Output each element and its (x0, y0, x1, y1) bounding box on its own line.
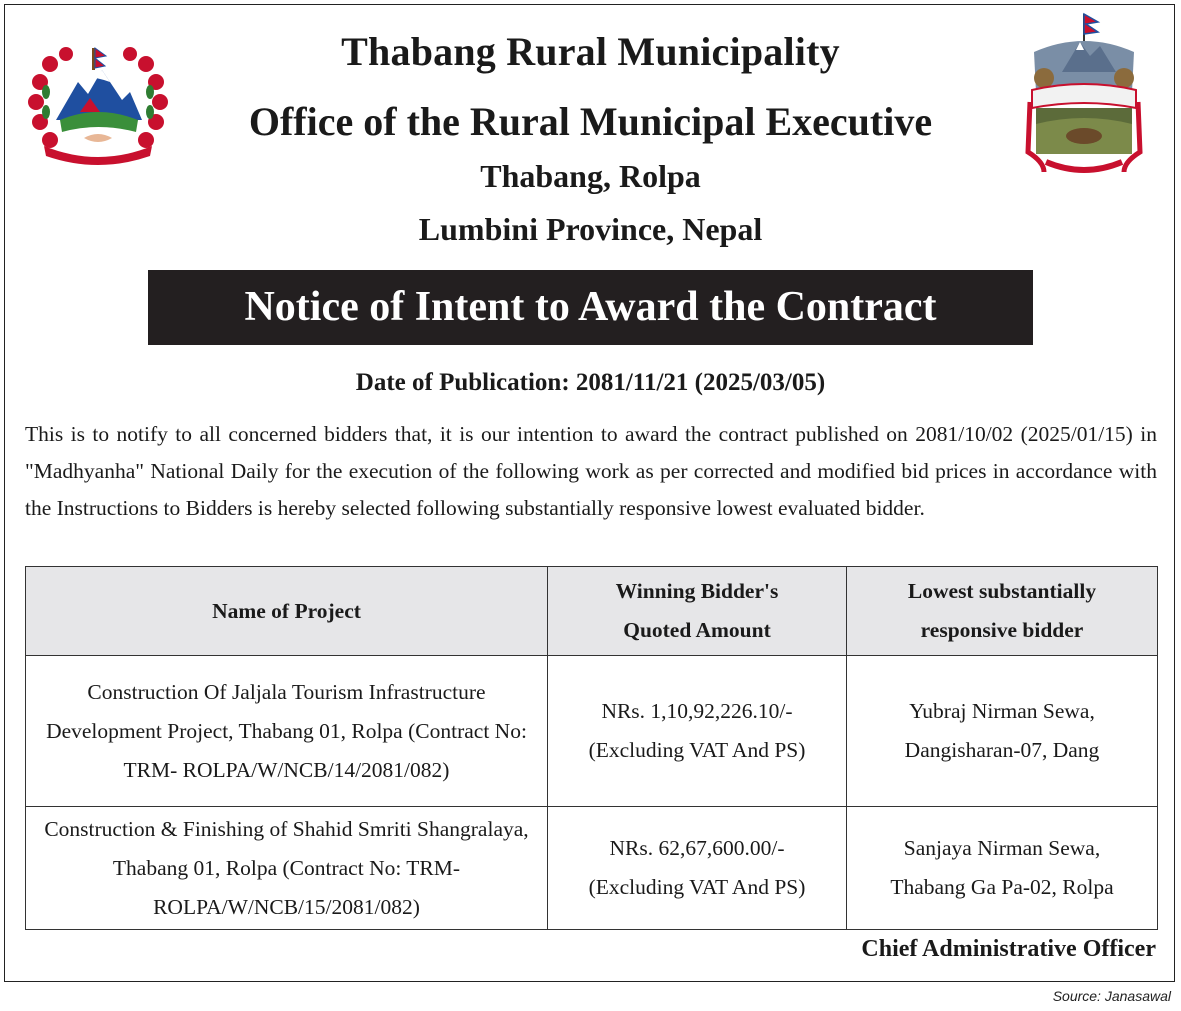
bidder-cell: Sanjaya Nirman Sewa, Thabang Ga Pa-02, Rolpa (847, 807, 1158, 930)
notice-title-banner: Notice of Intent to Award the Contract (148, 270, 1033, 345)
signatory-title: Chief Administrative Officer (861, 936, 1156, 962)
municipality-name: Thabang Rural Municipality (341, 29, 840, 74)
award-table (25, 566, 1158, 930)
notice-body: This is to notify to all concerned bidders that, it is our intention to award the contract published on 2081/10/02 (2025/01/15) in "Madhyanha" National Daily for the execution of the following work as per corrected and modified bid prices in accordance with the Instructions to Bidders is hereby selected following substantially responsive lowest evaluated bidder. (25, 422, 1157, 520)
header-bidder: Lowest substantially responsive bidder (847, 567, 1158, 656)
source-credit: Source: Janasawal (1052, 988, 1171, 1004)
location-line: Thabang, Rolpa (480, 158, 701, 194)
project-cell: Construction Of Jaljala Tourism Infrastructure Development Project, Thabang 01, Rolpa (Contract No: TRM- ROLPA/W/NCB/14/2081/082) (26, 656, 548, 807)
publication-date: Date of Publication: 2081/11/21 (2025/03/05) (355, 369, 826, 396)
amount-cell: NRs. 1,10,92,226.10/- (Excluding VAT And PS) (548, 656, 847, 807)
header-project: Name of Project (26, 567, 548, 656)
province-line: Lumbini Province, Nepal (418, 211, 763, 247)
amount-cell: NRs. 62,67,600.00/- (Excluding VAT And PS) (548, 807, 847, 930)
table-row (26, 656, 1158, 807)
project-cell: Construction & Finishing of Shahid Smriti Shangralaya, Thabang 01, Rolpa (Contract No: TRM-ROLPA/W/NCB/15/2081/082) (26, 807, 548, 930)
header-amount: Winning Bidder's Quoted Amount (548, 567, 847, 656)
office-name: Office of the Rural Municipal Executive (248, 99, 933, 144)
bidder-cell: Yubraj Nirman Sewa, Dangisharan-07, Dang (847, 656, 1158, 807)
table-header-row (26, 567, 1158, 656)
table-row (26, 807, 1158, 930)
